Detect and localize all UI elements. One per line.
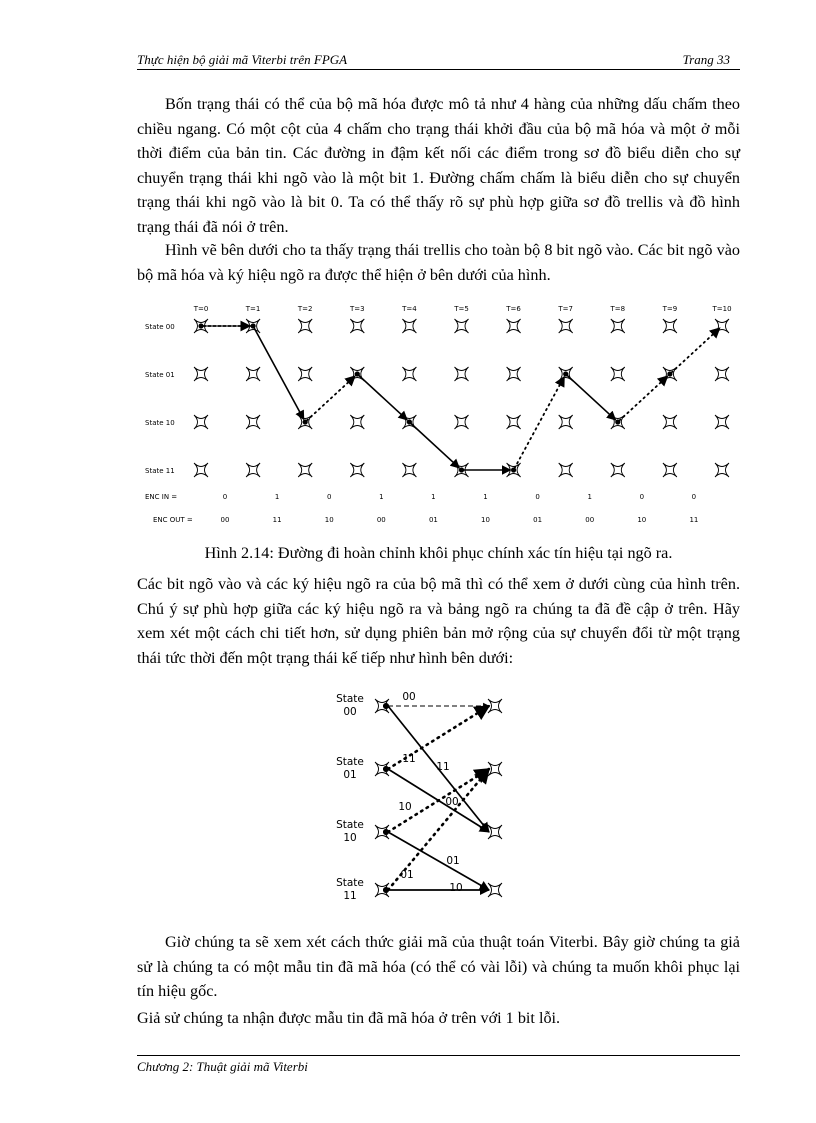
- trellis-node: [194, 463, 208, 477]
- paragraph-3: Các bit ngõ vào và các ký hiệu ngõ ra của bộ mã thì có thể xem ở dưới cùng của hình trên. Chú ý sự phù hợp giữa các ký hiệu ngõ ra và bảng ngõ ra chúng ta đã đề cập ở trên. Hãy xem xét một cách chi tiết hơn, sử dụng phiên bản mở rộng của sự chuyển đổi từ một trạng thái tức thời đến một trạng thái kế tiếp như hình bên dưới:: [137, 575, 740, 667]
- stage-state-label: 11: [343, 890, 357, 902]
- trellis-node: [350, 319, 364, 333]
- path-transition: [567, 375, 615, 420]
- enc-out-symbol: 10: [324, 516, 334, 524]
- stage-edge-label: 01: [446, 855, 460, 867]
- trellis-node: [663, 415, 677, 429]
- paragraph-1: Bốn trạng thái có thể của bộ mã hóa được mô tả như 4 hàng của những dấu chấm theo chiều ngang. Có một cột của 4 chấm cho trạng thái khởi đầu của bộ mã hóa và một ở mỗi thời điểm của bản tin. Các đường in đậm kết nối các điểm trong sơ đồ biểu diễn cho sự chuyển trạng thái khi ngõ vào là một bit 1. Đường chấm chấm là biểu diễn cho sự chuyển trạng thái khi ngõ vào là bit 0. Ta có thể thấy rõ sự phù hợp giữa sơ đồ trellis và đồ hình trạng thái đã nói ở trên.: [137, 95, 740, 236]
- stage-state-label: 10: [343, 832, 357, 844]
- stage-edge-label: 00: [402, 691, 416, 703]
- enc-out-symbol: 11: [689, 516, 699, 524]
- enc-out-symbol: 00: [220, 516, 230, 524]
- enc-in-label: ENC IN =: [145, 493, 178, 501]
- page-header: [137, 50, 740, 70]
- time-label: T=6: [506, 305, 521, 313]
- trellis-node: [507, 319, 521, 333]
- stage-transition: [388, 832, 489, 890]
- trellis-node: [455, 319, 469, 333]
- trellis-node: [298, 463, 312, 477]
- path-transition: [671, 328, 719, 373]
- time-label: T=0: [193, 305, 209, 313]
- footer-chapter: Chương 2: Thuật giải mã Viterbi: [137, 1059, 308, 1074]
- enc-out-label: ENC OUT =: [153, 516, 193, 524]
- stage-state-label: State: [336, 756, 364, 768]
- state-label: State 11: [145, 467, 175, 475]
- enc-in-bit: 1: [379, 493, 384, 501]
- trellis-node: [559, 463, 573, 477]
- trellis-node: [715, 415, 729, 429]
- paragraph-2: Hình vẽ bên dưới cho ta thấy trạng thái trellis cho toàn bộ 8 bit ngõ vào. Các bit ngõ vào bộ mã hóa và ký hiệu ngõ ra được thể hiện ở bên dưới của hình.: [137, 241, 740, 284]
- enc-out-symbol: 00: [376, 516, 386, 524]
- enc-out-symbol: 11: [272, 516, 282, 524]
- time-label: T=5: [454, 305, 469, 313]
- time-label: T=9: [662, 305, 678, 313]
- path-transition: [411, 423, 459, 468]
- time-label: T=4: [402, 305, 417, 313]
- enc-out-symbol: 01: [428, 516, 438, 524]
- stage-edge-label: 01: [400, 869, 414, 881]
- trellis-node: [663, 319, 677, 333]
- stage-state-label: State: [336, 693, 364, 705]
- enc-out-symbol: 00: [585, 516, 595, 524]
- enc-in-bit: 0: [326, 493, 332, 501]
- trellis-node: [715, 463, 729, 477]
- trellis-node: [559, 319, 573, 333]
- trellis-node: [194, 367, 208, 381]
- header-title: Thực hiện bộ giải mã Viterbi trên FPGA: [137, 52, 348, 67]
- trellis-node: [611, 463, 625, 477]
- page-number: Trang 33: [682, 52, 730, 67]
- trellis-node: [715, 367, 729, 381]
- time-label: T=8: [610, 305, 626, 313]
- enc-in-bit: 1: [587, 493, 592, 501]
- enc-in-bit: 0: [691, 493, 697, 501]
- stage-edge-label: 00: [445, 796, 459, 808]
- path-dot: [459, 467, 464, 472]
- trellis-node: [402, 463, 416, 477]
- trellis-node: [611, 367, 625, 381]
- time-label: T=1: [245, 305, 261, 313]
- trellis-node: [246, 415, 260, 429]
- stage-node-right: [488, 825, 502, 839]
- path-transition: [359, 375, 407, 420]
- trellis-node: [663, 463, 677, 477]
- state-label: State 01: [145, 371, 175, 379]
- time-label: T=7: [558, 305, 574, 313]
- enc-in-bit: 0: [535, 493, 540, 501]
- stage-node-right: [488, 699, 502, 713]
- stage-state-label: State: [336, 819, 364, 831]
- trellis-node: [507, 367, 521, 381]
- state-label: State 10: [145, 419, 175, 427]
- stage-node-right: [488, 883, 502, 897]
- trellis-node: [559, 415, 573, 429]
- paragraph-5: Giả sử chúng ta nhận được mẫu tin đã mã hóa ở trên với 1 bit lỗi.: [137, 1009, 561, 1027]
- time-label: T=3: [349, 305, 365, 313]
- state-label: State 00: [145, 323, 175, 331]
- enc-in-bit: 1: [431, 493, 436, 501]
- enc-out-symbol: 10: [481, 516, 490, 524]
- enc-in-bit: 1: [483, 493, 488, 501]
- figure-caption: Hình 2.14: Đường đi hoàn chỉnh khôi phục chính xác tín hiệu tại ngõ ra.: [204, 544, 673, 562]
- stage-edge-label: 10: [449, 882, 463, 894]
- trellis-node: [402, 319, 416, 333]
- trellis-node: [298, 319, 312, 333]
- trellis-node: [455, 367, 469, 381]
- trellis-node: [246, 367, 260, 381]
- path-transition: [307, 376, 355, 421]
- enc-out-symbol: 10: [637, 516, 647, 524]
- footer-rule: [137, 1055, 740, 1056]
- path-transition: [619, 376, 667, 421]
- trellis-diagram: [137, 300, 740, 532]
- trellis-node: [246, 463, 260, 477]
- paragraph-4: Giờ chúng ta sẽ xem xét cách thức giải mã của thuật toán Viterbi. Bây giờ chúng ta giả sử là chúng ta có một mẫu tin đã mã hóa (có thể có vài lỗi) và chúng ta muốn khôi phục lại tín hiệu gốc.: [137, 933, 740, 1000]
- stage-state-label: 01: [343, 769, 357, 781]
- stage-edge-label: 10: [398, 801, 412, 813]
- trellis-node: [350, 415, 364, 429]
- trellis-node: [402, 367, 416, 381]
- stage-edge-label: 11: [402, 753, 416, 765]
- trellis-node: [507, 415, 521, 429]
- trellis-node: [350, 463, 364, 477]
- stage-state-label: 00: [343, 706, 357, 718]
- trellis-node: [455, 415, 469, 429]
- enc-in-bit: 0: [639, 493, 645, 501]
- time-label: T=2: [297, 305, 313, 313]
- stage-state-label: State: [336, 877, 364, 889]
- time-label: T=10: [712, 305, 732, 313]
- enc-in-bit: 1: [274, 493, 280, 501]
- trellis-node: [298, 367, 312, 381]
- stage-edge-label: 11: [436, 761, 450, 773]
- path-transition: [254, 328, 304, 420]
- header-rule: [137, 69, 740, 70]
- trellis-node: [194, 415, 208, 429]
- enc-in-bit: 0: [222, 493, 228, 501]
- trellis-node: [611, 319, 625, 333]
- transition-stage-diagram: [320, 684, 540, 912]
- path-transition: [515, 377, 565, 469]
- enc-out-symbol: 01: [533, 516, 543, 524]
